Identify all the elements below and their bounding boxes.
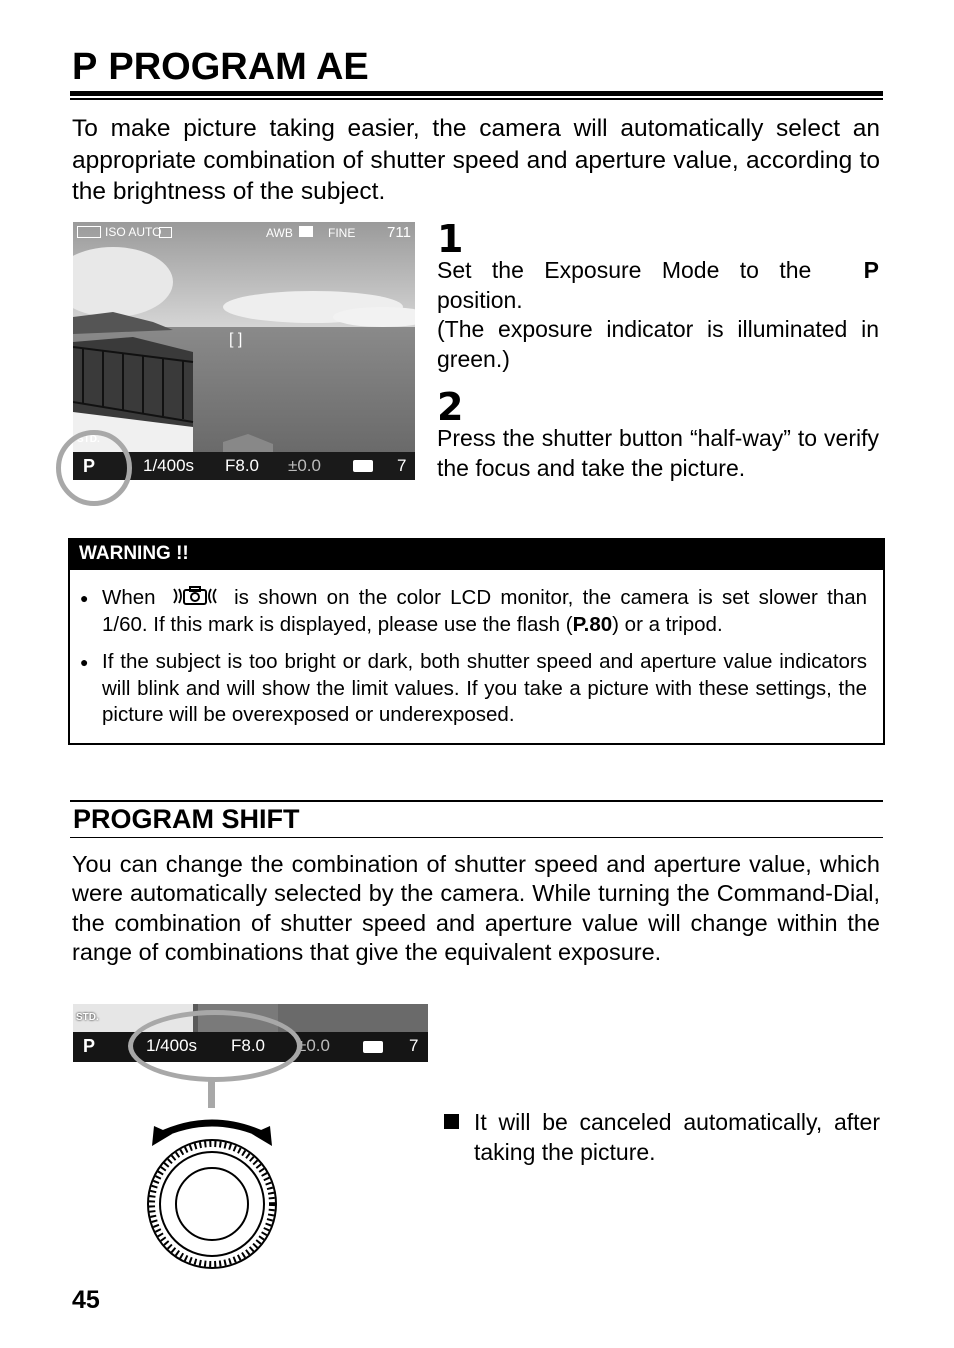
shutter-speed-indicator: 1/400s — [146, 1036, 198, 1055]
intro-paragraph: To make picture taking easier, the camera will automatically select an appropriate combination of shutter speed and aperture value, according to the brightness of the subject. — [72, 115, 880, 205]
title-rule — [70, 91, 883, 96]
remaining-shots: 7 — [409, 1036, 419, 1055]
shutter-speed-indicator: 1/400s — [143, 456, 195, 475]
exposure-mode-indicator: P — [83, 456, 96, 476]
lcd-monitor-image — [73, 222, 415, 480]
iso-indicator: ISO AUTO — [105, 225, 162, 239]
step-2-number: 2 — [437, 385, 464, 429]
command-dial-icon — [140, 1108, 290, 1273]
quality-indicator: FINE — [328, 226, 356, 240]
page-title-text: PROGRAM AE — [108, 45, 369, 88]
mode-p-symbol: P — [72, 45, 97, 88]
battery-icon — [77, 226, 101, 238]
exposure-mode-indicator: P — [83, 1036, 96, 1056]
exposure-comp-indicator: ±0.0 — [297, 1036, 330, 1055]
af-frame: [ ] — [229, 331, 243, 348]
warning-heading-text: WARNING !! — [79, 543, 189, 564]
remaining-shots: 7 — [397, 456, 407, 475]
wb-indicator: AWB — [266, 226, 293, 240]
warning-bullet-1 — [0, 585, 954, 645]
drive-icon — [159, 227, 172, 238]
image-size-icon — [299, 226, 313, 237]
lcd-top-indicators — [73, 222, 415, 244]
page-number: 45 — [72, 1286, 100, 1314]
metering-icon — [363, 1041, 383, 1053]
step-1-line2: position. — [437, 286, 523, 313]
aperture-indicator: F8.0 — [225, 456, 260, 475]
bullet-dot-icon: ● — [80, 654, 89, 670]
page-reference-link[interactable]: P.80 — [572, 612, 613, 636]
step-1-line1: Set the Exposure Mode to the — [437, 257, 812, 283]
note-text: It will be canceled automatically, after taking the picture. — [474, 1109, 880, 1165]
page-title — [72, 44, 369, 90]
aperture-indicator: F8.0 — [231, 1036, 266, 1055]
callout-connector — [208, 1078, 215, 1108]
metering-icon — [353, 460, 373, 472]
square-bullet-icon — [444, 1114, 459, 1129]
bullet-2-text: If the subject is too bright or dark, both shutter speed and aperture value indicators will blink and will show the limit values. If you take a picture with these settings, the picture will be overexposed or underexposed. — [102, 650, 867, 726]
bullet-1-tail: ) or a tripod. — [612, 612, 723, 636]
shot-count: 711 — [387, 224, 411, 241]
bullet-dot-icon: ● — [80, 590, 89, 606]
color-mode-indicator: STD. — [76, 1012, 99, 1023]
step-1-text — [437, 256, 879, 374]
warning-heading — [68, 538, 885, 570]
section-heading-program-shift: PROGRAM SHIFT — [73, 804, 300, 834]
title-rule-thin — [70, 98, 883, 100]
shutter-aperture-highlight — [128, 1010, 302, 1082]
section-rule-bottom — [70, 837, 883, 838]
step-1-line3: (The exposure indicator is illuminated in green.) — [437, 316, 879, 372]
exposure-comp-indicator: ±0.0 — [288, 456, 321, 475]
warning-bullet-2 — [0, 649, 954, 734]
lcd-scene-photo — [73, 222, 415, 452]
program-shift-paragraph: You can change the combination of shutter speed and aperture value, which were automatically selected by the camera. While turning the Command-Dial, the combination of shutter speed and aperture value will change within the range of combinations that give the equivalent exposure. — [72, 851, 880, 965]
bullet-1-when: When — [102, 586, 156, 609]
step-1-mode-p: P — [863, 257, 879, 283]
bullet-1-body: is shown on the color LCD monitor, the camera is set slower than 1/60. If this mark is displayed, please use the flash ( — [102, 586, 868, 636]
step-1-number: 1 — [437, 217, 464, 261]
mode-highlight-circle — [56, 430, 132, 506]
color-mode-indicator: STD. — [77, 434, 100, 445]
step-2-text: Press the shutter button “half-way” to verify the focus and take the picture. — [437, 425, 879, 481]
camera-shake-icon — [171, 585, 219, 607]
